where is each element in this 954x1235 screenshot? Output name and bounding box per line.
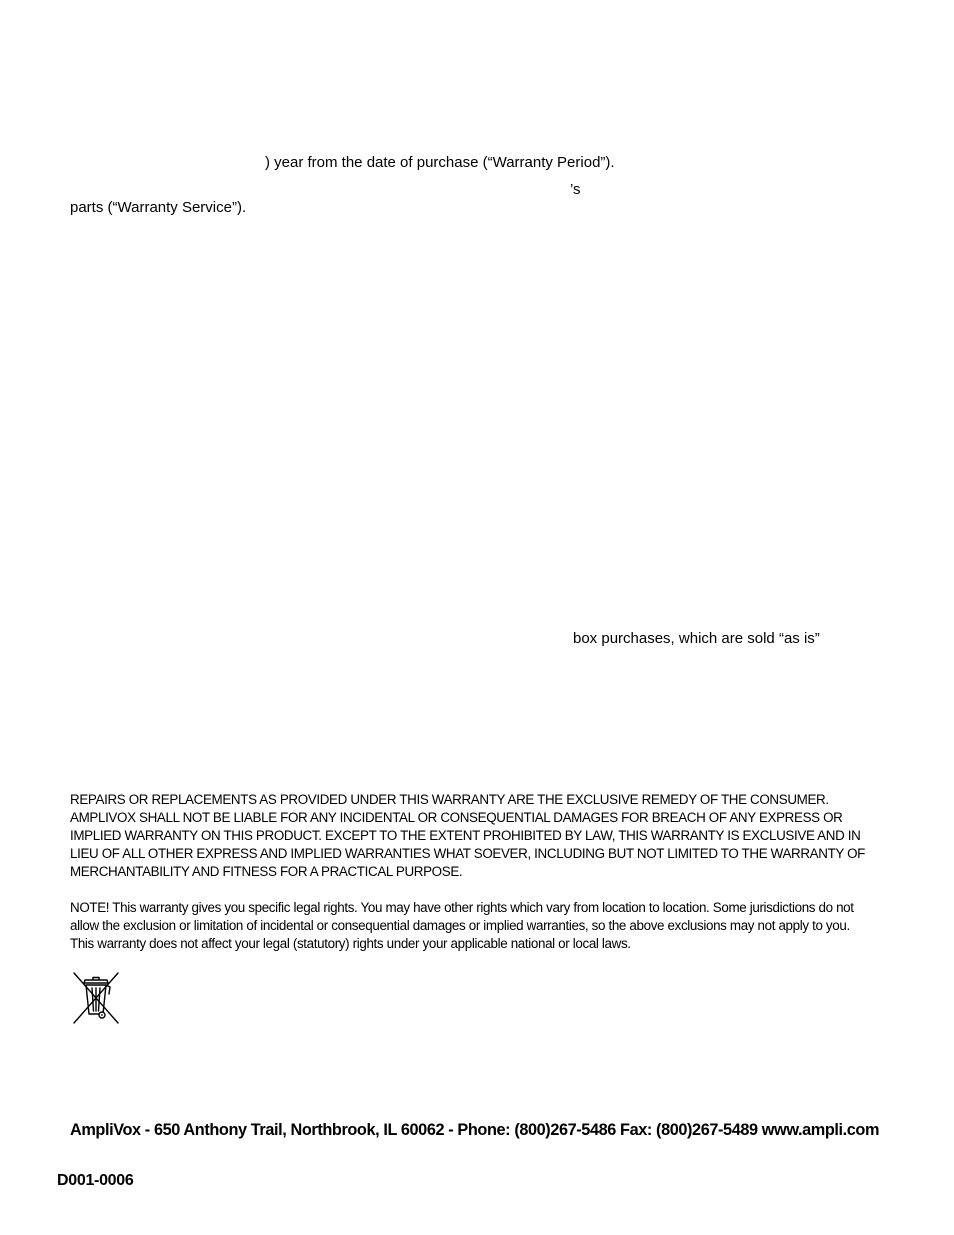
legal-note-paragraph [70, 899, 854, 953]
warranty-service-text: parts (“Warranty Service”). [70, 199, 247, 216]
legal-line: IMPLIED WARRANTY ON THIS PRODUCT. EXCEPT TO THE EXTENT PROHIBITED BY LAW, THIS WARRANTY IS EXCLUSIVE AND IN [70, 828, 861, 843]
warranty-period-text: ) year from the date of purchase (“Warranty Period”). [265, 154, 615, 171]
note-line: NOTE! This warranty gives you specific legal rights. You may have other rights which vary from location to location. Some jurisdictions do not [70, 900, 854, 915]
note-line: This warranty does not affect your legal (statutory) rights under your applicable national or local laws. [70, 936, 631, 951]
company-contact-line: AmpliVox - 650 Anthony Trail, Northbrook, IL 60062 - Phone: (800)267-5486 Fax: (800)267-5489 www.ampli.com [70, 1121, 880, 1139]
possessive-fragment-text: ’s [570, 181, 581, 198]
legal-line: AMPLIVOX SHALL NOT BE LIABLE FOR ANY INCIDENTAL OR CONSEQUENTIAL DAMAGES FOR BREACH OF ANY EXPRESS OR [70, 810, 843, 825]
document-id: D001-0006 [57, 1172, 134, 1189]
crossed-out-wheelie-bin-icon [71, 970, 121, 1026]
exclusive-remedy-paragraph [70, 791, 865, 881]
as-is-text: box purchases, which are sold “as is” [573, 630, 820, 647]
note-line: allow the exclusion or limitation of incidental or consequential damages or implied warranties, so the above exclusions may not apply to you. [70, 918, 850, 933]
legal-line: REPAIRS OR REPLACEMENTS AS PROVIDED UNDER THIS WARRANTY ARE THE EXCLUSIVE REMEDY OF THE CONSUMER. [70, 792, 829, 807]
legal-line: MERCHANTABILITY AND FITNESS FOR A PRACTICAL PURPOSE. [70, 864, 463, 879]
legal-line: LIEU OF ALL OTHER EXPRESS AND IMPLIED WARRANTIES WHAT SOEVER, INCLUDING BUT NOT LIMITED TO THE WARRANTY OF [70, 846, 865, 861]
